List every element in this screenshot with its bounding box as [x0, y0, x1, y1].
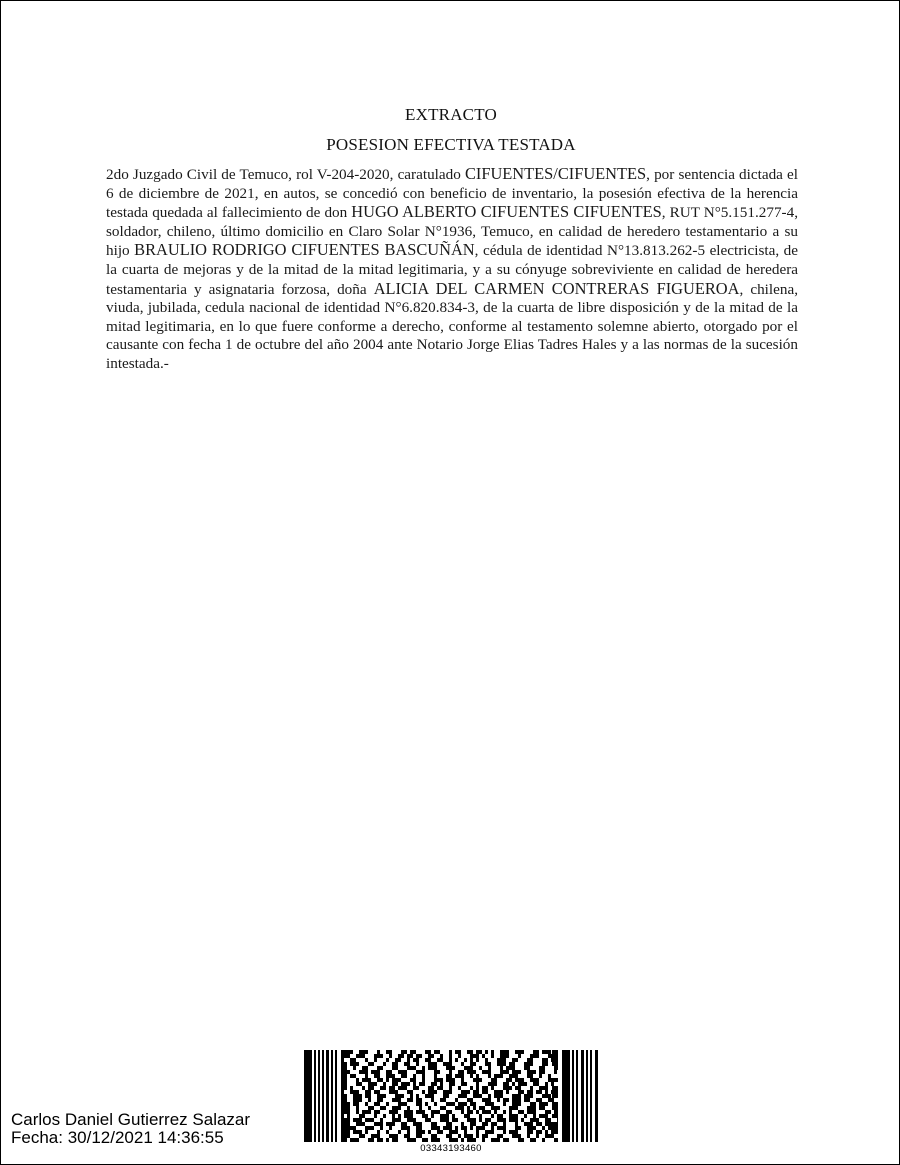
extract-text-run: , RUT N°5.151.277-4, soldador, chileno, último domicilio en Claro Solar N°1936, Temuco, en calidad de heredero testamentario a su hijo [106, 204, 798, 260]
barcode-number: 03343193460 [420, 1143, 482, 1154]
signature-block [11, 1111, 250, 1147]
extract-text-run: , chilena, viuda, jubilada, cedula nacional de identidad N°6.820.834-3, de la cuarta de libre disposición y de la mitad de la mitad legitimaria, en lo que fuere conforme a derecho, conforme al testamento solemne abierto, otorgado por el causante con fecha 1 de octubre del año 2004 ante Notario Jorge Elias Tadres Hales y a las normas de la sucesión intestada.- [106, 280, 798, 372]
document-title: EXTRACTO [405, 105, 497, 124]
party-name: CIFUENTES/CIFUENTES [464, 164, 647, 183]
document-subtitle: POSESION EFECTIVA TESTADA [326, 135, 576, 154]
extract-text-run: , cédula de identidad N°13.813.262-5 electricista, de la cuarta de mejoras y de la mitad de la mitad legitimaria, y a su cónyuge sobreviviente en calidad de heredera testamentaria y asignataria forzosa, doña [106, 242, 798, 298]
signer-name: Carlos Daniel Gutierrez Salazar [11, 1110, 251, 1129]
party-name: HUGO ALBERTO CIFUENTES CIFUENTES [351, 202, 662, 222]
extract-text-run: , por sentencia dictada el 6 de diciembre de 2021, en autos, se concedió con beneficio de inventario, la posesión efectiva de la herencia testada quedada al fallecimiento de don [106, 166, 798, 222]
pdf417-barcode [304, 1050, 598, 1142]
signature-date: Fecha: 30/12/2021 14:36:55 [11, 1128, 224, 1147]
extract-text-run: 2do Juzgado Civil de Temuco, rol V-204-2020, caratulado [106, 166, 465, 183]
extract-paragraph [106, 165, 798, 374]
party-name: BRAULIO RODRIGO CIFUENTES BASCUÑÁN [134, 240, 475, 260]
party-name: ALICIA DEL CARMEN CONTRERAS FIGUEROA [373, 278, 740, 298]
